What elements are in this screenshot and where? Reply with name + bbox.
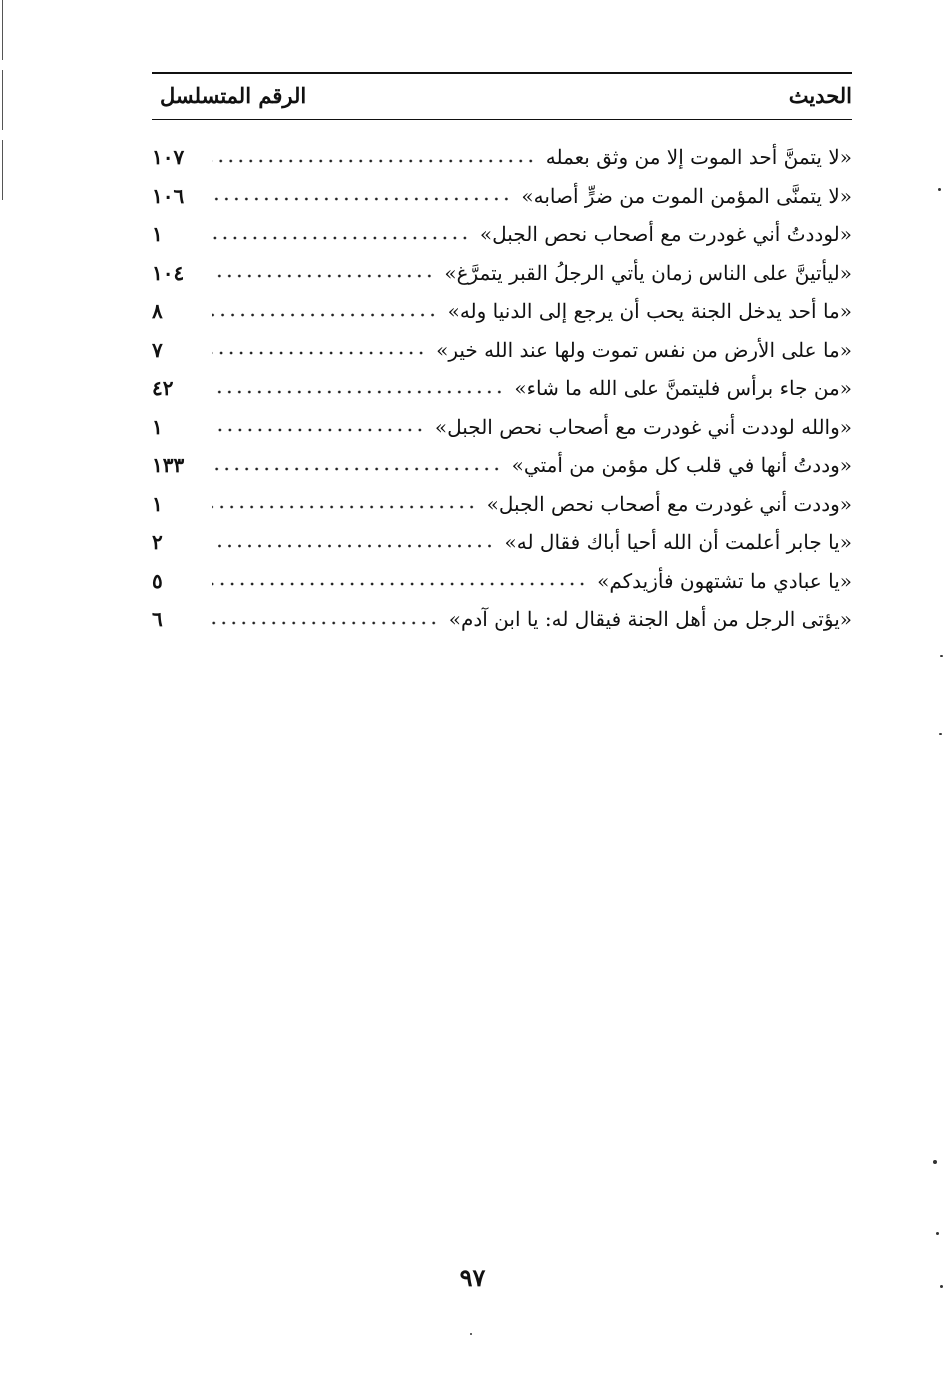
- hadith-text: «يؤتى الرجل من أهل الجنة فيقال له: يا ابن آدم»: [448, 607, 852, 632]
- hadith-text: «والله لوددت أني غودرت مع أصحاب نحص الجبل»: [434, 414, 852, 439]
- list-item: [152, 254, 852, 293]
- serial-number: ٥: [152, 568, 163, 593]
- list-item: [152, 215, 852, 254]
- dot-leader: [212, 613, 439, 633]
- hadith-text: «لا يتمنَّى المؤمن الموت من ضرٍّ أصابه»: [521, 183, 852, 208]
- dot-leader: [212, 189, 511, 209]
- hadith-text: «لوددتُ أني غودرت مع أصحاب نحص الجبل»: [479, 222, 852, 247]
- dot-leader: [212, 420, 425, 440]
- dot-leader: [212, 536, 495, 556]
- list-item: [152, 292, 852, 331]
- serial-number: ١٠٧: [152, 145, 185, 170]
- hadith-text: «ما على الأرض من نفس تموت ولها عند الله خير»: [436, 337, 852, 362]
- list-item: [152, 138, 852, 177]
- dot-leader: [212, 305, 438, 325]
- hadith-text: «وددتُ أنها في قلب كل مؤمن من أمتي»: [511, 453, 852, 478]
- dot-leader: [212, 343, 426, 363]
- list-item: [152, 331, 852, 370]
- dot-leader: [212, 228, 470, 248]
- table-header: [152, 72, 852, 120]
- scan-speck: [938, 188, 941, 191]
- list-item: [152, 523, 852, 562]
- list-item: [152, 446, 852, 485]
- scan-speck: [470, 1333, 472, 1335]
- dot-leader: [212, 266, 434, 286]
- column-header-hadith: الحديث: [788, 83, 852, 108]
- hadith-index-list: [152, 138, 852, 639]
- list-item: [152, 408, 852, 447]
- list-item: [152, 562, 852, 601]
- scan-speck: [940, 655, 943, 657]
- dot-leader: [212, 497, 477, 517]
- serial-number: ١: [152, 414, 163, 439]
- column-header-serial-number: الرقم المتسلسل: [160, 83, 307, 108]
- scan-speck: [933, 1160, 937, 1164]
- list-item: [152, 369, 852, 408]
- scan-speck: [936, 1232, 939, 1235]
- hadith-text: «من جاء برأس فليتمنَّ على الله ما شاء»: [514, 376, 852, 401]
- serial-number: ٧: [152, 337, 163, 362]
- serial-number: ١: [152, 222, 163, 247]
- hadith-text: «لا يتمنَّ أحد الموت إلا من وثق بعمله: [545, 145, 852, 170]
- serial-number: ٤٢: [152, 376, 174, 401]
- page-number: ٩٧: [459, 1263, 486, 1292]
- list-item: [152, 485, 852, 524]
- dot-leader: [212, 382, 504, 402]
- hadith-text: «ليأتينَّ على الناس زمان يأتي الرجلُ القبر يتمرَّغ»: [444, 260, 852, 285]
- hadith-text: «ما أحد يدخل الجنة يحب أن يرجع إلى الدنيا وله»: [447, 299, 852, 324]
- hadith-text: «وددت أني غودرت مع أصحاب نحص الجبل»: [486, 491, 852, 516]
- serial-number: ٦: [152, 607, 163, 632]
- list-item: [152, 600, 852, 639]
- serial-number: ١٠٤: [152, 260, 185, 285]
- dot-leader: [212, 459, 502, 479]
- hadith-text: «يا عبادي ما تشتهون فأزيدكم»: [597, 568, 852, 593]
- hadith-text: «يا جابر أعلمت أن الله أحيا أباك فقال له»: [504, 530, 852, 555]
- serial-number: ٢: [152, 530, 163, 555]
- scan-edge-line: [2, 0, 3, 205]
- serial-number: ١٣٣: [152, 453, 185, 478]
- serial-number: ١: [152, 491, 163, 516]
- dot-leader: [212, 151, 536, 171]
- serial-number: ١٠٦: [152, 183, 185, 208]
- list-item: [152, 177, 852, 216]
- dot-leader: [212, 574, 587, 594]
- serial-number: ٨: [152, 299, 163, 324]
- scan-speck: [939, 733, 942, 735]
